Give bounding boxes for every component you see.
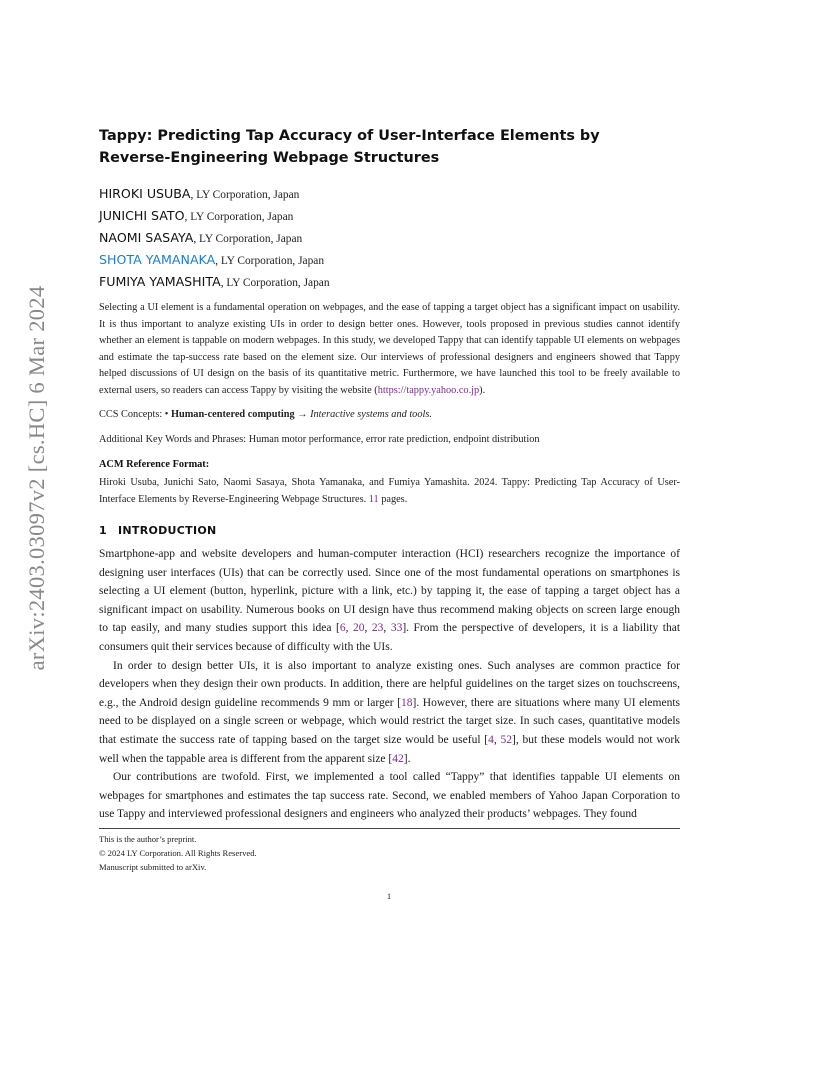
author-entry (99, 183, 699, 205)
paragraph: Smartphone-app and website developers and human-computer interaction (HCI) researchers recognize the importance of designing user interfaces (UIs) that can be correctly used. Since one of the most fundamental operations on smartphones is selecting a UI element (button, hyperlink, picture with a link, etc.) by tapping it, the ease of tapping a target object has a significant impact on usability. Numerous books on UI design have thus recommend making objects on screen large enough to tap easily, and many studies support this idea [6, 20, 23, 33]. From the perspective of developers, it is a liability that consumers quit their services because of difficulty with the UIs. (99, 548, 681, 653)
acm-reference-end: pages. (378, 494, 408, 505)
acm-reference-heading: ACM Reference Format: (99, 459, 210, 470)
paragraph-text: ], but these models would not work well when the tappable area is different from the apparent size [ (99, 733, 681, 765)
citation-link[interactable]: 52 (500, 733, 513, 746)
author-entry (99, 249, 699, 271)
introduction-body (99, 545, 680, 824)
paragraph-text: ]. However, there are situations where many UI elements need to be displayed on a single screen or webpage, which would restrict the target size. In such cases, quantitative models that estimate the success rate of tapping based on the target size would be useful [ (99, 696, 680, 746)
citation-link[interactable]: 18 (401, 696, 413, 709)
citation-link[interactable]: 23 (371, 622, 384, 635)
page-number: 1 (386, 891, 392, 901)
citation-link[interactable]: 33 (390, 622, 403, 635)
author-name-link[interactable]: SHOTA YAMANAKA (99, 252, 216, 267)
abstract (99, 300, 680, 400)
paper-title-line-1: Tappy: Predicting Tap Accuracy of User-Interface Elements by (99, 128, 600, 144)
paper-title (99, 125, 699, 169)
author-affiliation: , LY Corporation, Japan (184, 211, 294, 223)
author-name: JUNICHI SATO (99, 208, 185, 223)
paper-title-line-2: Reverse-Engineering Webpage Structures (99, 150, 440, 166)
section-heading (99, 524, 217, 537)
ccs-bold-term: Human-centered computing (170, 409, 295, 420)
footnote-copyright: © 2024 LY Corporation. All Rights Reserved. (99, 848, 257, 858)
keywords: Additional Key Words and Phrases: Human motor performance, error rate prediction, endpoint distribution (99, 434, 540, 445)
paragraph-text: ]. (403, 752, 411, 765)
ccs-concepts (99, 409, 432, 420)
paragraph: Our contributions are twofold. First, we implemented a tool called “Tappy” that identifies tappable UI elements on webpages for smartphones and estimates the tap success rate. Second, we enabled members of Yahoo Japan Corporation to use Tappy and interviewed professional designers and engineers who analyzed their products’ webpages. They found (99, 771, 680, 821)
paragraph-text: ]. From the perspective of developers, it is a liability that consumers quit their services because of difficulty with the UIs. (99, 622, 681, 653)
author-affiliation: , LY Corporation, Japan (220, 277, 330, 289)
citation-link[interactable]: 20 (353, 622, 365, 635)
paragraph-text: Smartphone-app and website developers and human-computer interaction (HCI) researchers recognize the importance of designing user interfaces (UIs) that can be correctly used. Since one of the most fundamental operations on smartphones is selecting a UI element (button, hyperlink, picture with a link, etc.) by tapping it, the ease of tapping a target object has a significant impact on usability. Numerous books on UI design have thus recommend making objects on screen large enough to tap easily, and many studies support this idea [ (99, 548, 680, 635)
author-affiliation: , LY Corporation, Japan (215, 255, 325, 267)
ccs-label: CCS Concepts: • (99, 409, 171, 420)
citation-link[interactable]: 42 (392, 752, 404, 765)
ccs-arrow: → (294, 409, 311, 420)
footnote-manuscript: Manuscript submitted to arXiv. (99, 862, 207, 872)
author-entry (99, 205, 699, 227)
arxiv-identifier-stamp (22, 285, 52, 671)
section-title: INTRODUCTION (118, 524, 217, 537)
author-entry (99, 271, 699, 293)
footnotes (99, 832, 257, 874)
citation-link[interactable]: 6 (339, 622, 346, 635)
author-entry (99, 227, 699, 249)
arxiv-identifier-text: arXiv:2403.03097v2 [cs.HC] 6 Mar 2024 (24, 285, 49, 671)
citation-link[interactable]: 4 (488, 733, 494, 746)
author-list (99, 183, 699, 293)
author-name: NAOMI SASAYA (99, 230, 194, 245)
acm-reference-citation: Hiroki Usuba, Junichi Sato, Naomi Sasaya, Shota Yamanaka, and Fumiya Yamashita. 2024. Tappy: Predicting Tap Accuracy of User-Interface Elements by Reverse-Engineering Webpage Structures. (99, 477, 680, 505)
acm-reference-text (99, 474, 680, 508)
footnote-divider (99, 828, 680, 829)
author-affiliation: , LY Corporation, Japan (193, 233, 303, 245)
ccs-italic-term: Interactive systems and tools. (310, 409, 432, 420)
page-count-link[interactable]: 11 (368, 494, 379, 505)
paragraph: In order to design better UIs, it is also important to analyze existing ones. Such analyses are common practice for developers when they design their own products. In addition, there are helpful guidelines on the target sizes on touchscreens, e.g., the Android design guideline recommends 9 mm or larger [18]. However, there are situations where many UI elements need to be displayed on a single screen or webpage, which would restrict the target size. In such cases, quantitative models that estimate the success rate of tapping based on the target size would be useful [4, 52], but these models would not work well when the tappable area is different from the apparent size [42]. (99, 659, 681, 765)
author-name: FUMIYA YAMASHITA (99, 274, 221, 289)
section-number: 1 (99, 524, 107, 537)
footnote-preprint: This is the author’s preprint. (99, 834, 197, 844)
author-name: HIROKI USUBA (99, 186, 191, 201)
abstract-end: ). (479, 384, 486, 396)
author-affiliation: , LY Corporation, Japan (190, 189, 300, 201)
abstract-text: Selecting a UI element is a fundamental operation on webpages, and the ease of tapping a target object has a significant impact on usability. It is thus important to analyze existing UIs in order to design better ones. However, tools proposed in previous studies cannot identify whether an element is tappable on modern webpages. In this study, we developed Tappy that can identify tappable UI elements on webpages and estimate the tap-success rate based on the element size. Our interviews of professional designers and engineers showed that Tappy helped discussions of UI design on the basis of its quantitative metric. Furthermore, we have launched this tool to be freely available to external users, so readers can access Tappy by visiting the website ( (99, 302, 680, 396)
tappy-website-link[interactable]: https://tappy.yahoo.co.jp (377, 384, 480, 396)
paragraph-text: In order to design better UIs, it is also important to analyze existing ones. Such analyses are common practice for developers when they design their own products. In addition, there are helpful guidelines on the target sizes on touchscreens, e.g., the Android design guideline recommends 9 mm or larger [ (99, 659, 680, 709)
